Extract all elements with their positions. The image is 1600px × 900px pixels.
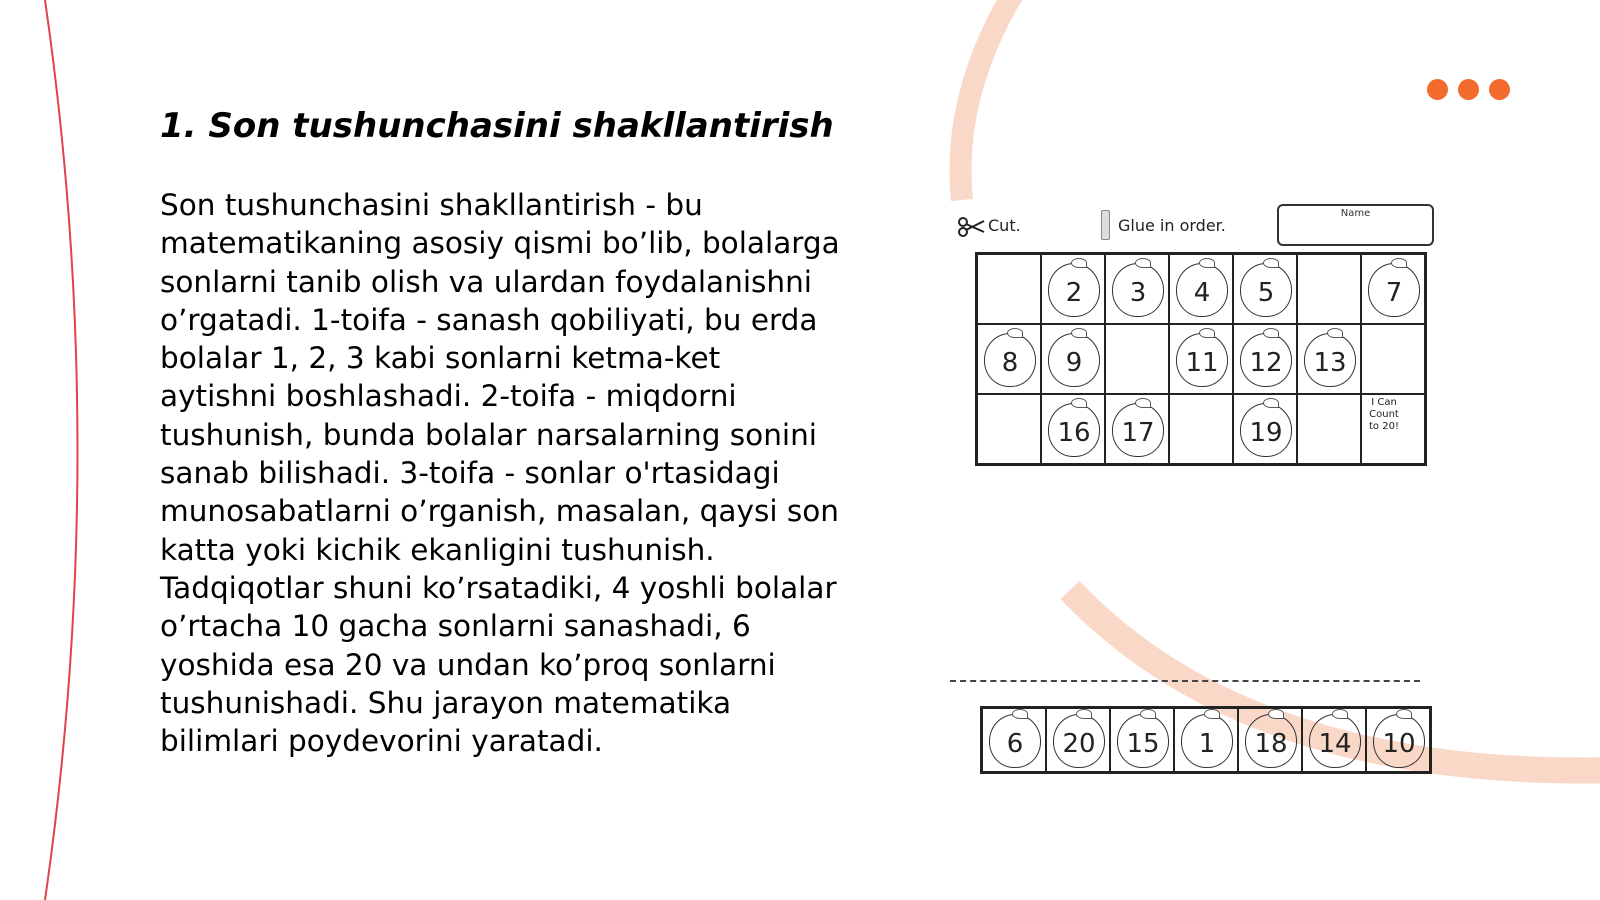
apple-number: 8 (984, 333, 1036, 387)
name-box (1277, 204, 1434, 246)
apple-number: 1 (1181, 714, 1233, 768)
grid-cell (977, 394, 1041, 464)
grid-cell (977, 254, 1041, 324)
grid-cell (1041, 254, 1105, 324)
peach-arc (961, 0, 1035, 200)
apple-number: 16 (1048, 403, 1100, 457)
apple-number: 18 (1245, 714, 1297, 768)
counting-worksheet-image (950, 200, 1450, 759)
apple-number: 10 (1373, 714, 1425, 768)
dot (1427, 79, 1448, 100)
grid-cell (1041, 394, 1105, 464)
apple-number: 13 (1304, 333, 1356, 387)
apple-number: 3 (1112, 263, 1164, 317)
apple-number: 9 (1048, 333, 1100, 387)
cutout-piece (1174, 708, 1238, 772)
grid-cell (1361, 394, 1425, 464)
apple-number: 17 (1112, 403, 1164, 457)
apple-number: 19 (1240, 403, 1292, 457)
grid-cell (1169, 394, 1233, 464)
count-to-20-label: I Can Count to 20! (1369, 397, 1399, 432)
cutout-piece (1110, 708, 1174, 772)
apple-number: 20 (1053, 714, 1105, 768)
grid-cell (1105, 324, 1169, 394)
apple-number: 2 (1048, 263, 1100, 317)
dot (1489, 79, 1510, 100)
dot (1458, 79, 1479, 100)
grid-cell (977, 324, 1041, 394)
apple-number: 14 (1309, 714, 1361, 768)
left-red-curve (45, 0, 78, 900)
grid-cell (1233, 394, 1297, 464)
cutout-piece (1046, 708, 1110, 772)
three-dots-icon (1427, 79, 1517, 101)
name-label: Name (1340, 208, 1371, 219)
glue-stick-icon (1101, 210, 1110, 240)
grid-cell (1169, 254, 1233, 324)
glue-label: Glue in order. (1118, 216, 1226, 235)
grid-cell (1233, 254, 1297, 324)
grid-cell (1297, 254, 1361, 324)
grid-cell (1041, 324, 1105, 394)
apple-number: 7 (1368, 263, 1420, 317)
apple-number: 5 (1240, 263, 1292, 317)
cut-line (950, 680, 1420, 682)
worksheet-header (950, 200, 1450, 250)
grid-cell (1297, 324, 1361, 394)
grid-cell (1233, 324, 1297, 394)
apple-number: 11 (1176, 333, 1228, 387)
apple-number: 12 (1240, 333, 1292, 387)
cutout-piece (1302, 708, 1366, 772)
apple-number: 4 (1176, 263, 1228, 317)
cutout-piece (1366, 708, 1430, 772)
cutout-piece (982, 708, 1046, 772)
scissors-icon (958, 216, 986, 238)
grid-cell (1105, 394, 1169, 464)
grid-cell (1105, 254, 1169, 324)
apple-number: 6 (989, 714, 1041, 768)
slide-title: 1. Son tushunchasini shakllantirish (160, 106, 834, 146)
grid-cell (1361, 324, 1425, 394)
slide-body-text: Son tushunchasini shakllantirish - bu matematikaning asosiy qismi bo’lib, bolalarga sonlarni tanib olish va ulardan foydalanishni o’rgatadi. 1-toifa - sanash qobiliyati, bu erda bolalar 1, 2, 3 kabi sonlarni ketma-ket aytishni boshlashadi. 2-toifa - miqdorni tushunish, bunda bolalar narsalarning sonini sanab bilishadi. 3-toifa - sonlar o'rtasidagi munosabatlarni o’rganish, masalan, qaysi son katta yoki kichik ekanligini tushunish. Tadqiqotlar shuni ko’rsatadiki, 4 yoshli bolalar o’rtacha 10 gacha sonlarni sanashadi, 6 yoshida esa 20 va undan ko’proq sonlarni tushunishadi. Shu jarayon matematika bilimlari poydevorini yaratadi. (160, 188, 840, 759)
cut-label: Cut. (988, 216, 1021, 235)
grid-cell (1169, 324, 1233, 394)
cutout-piece (1238, 708, 1302, 772)
apple-number: 15 (1117, 714, 1169, 768)
grid-cell (1361, 254, 1425, 324)
cutout-pieces-row (980, 706, 1432, 774)
number-grid (975, 252, 1427, 466)
grid-cell (1297, 394, 1361, 464)
